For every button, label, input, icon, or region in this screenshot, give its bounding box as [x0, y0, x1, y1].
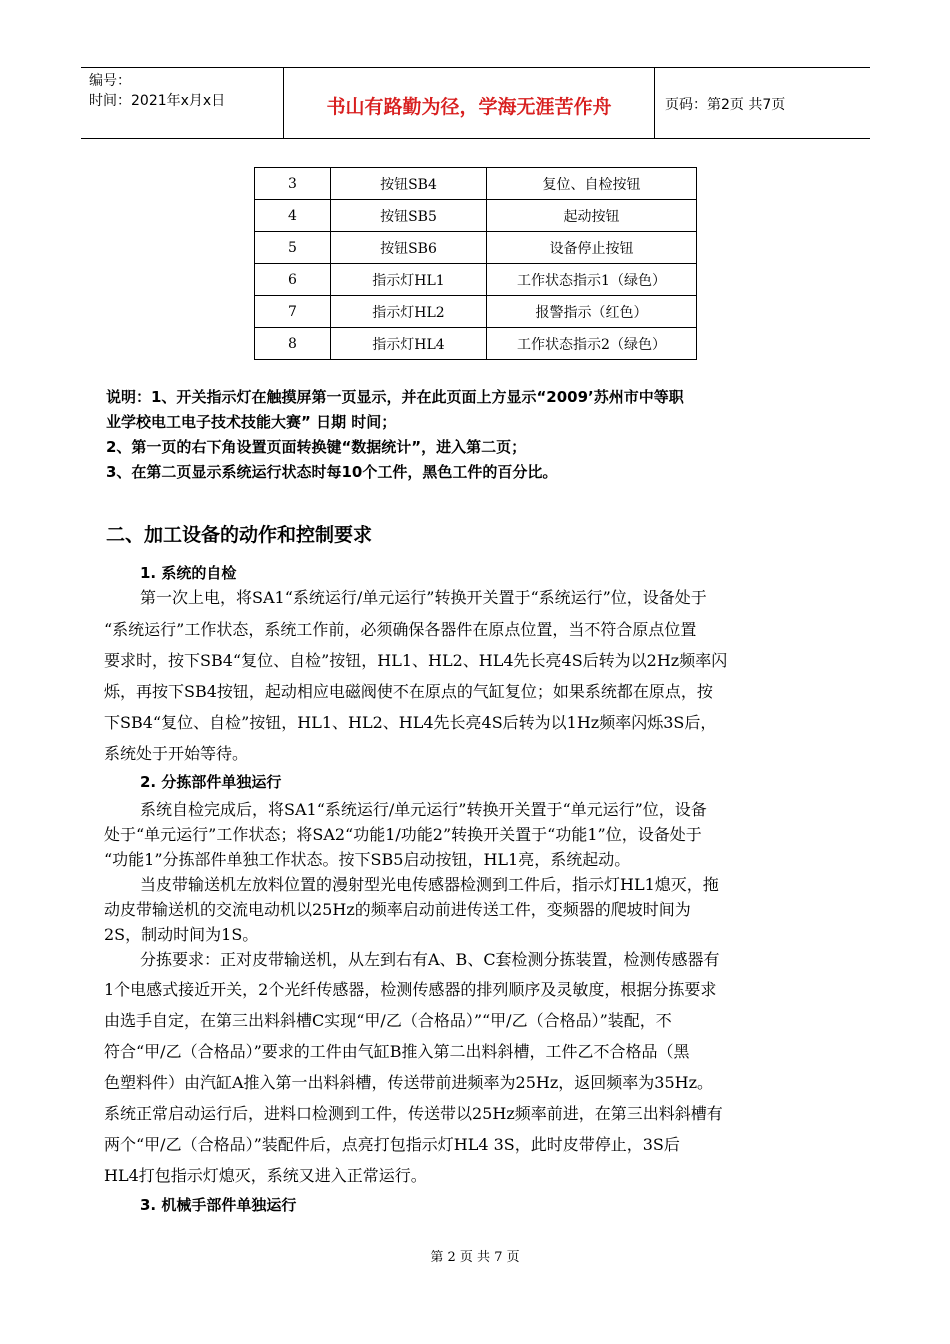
- table-row: [255, 168, 697, 200]
- paragraph-line: 第一次上电，将SA1“系统运行/单元运行”转换开关置于“系统运行”位，设备处于: [140, 588, 707, 607]
- paragraph-line: “功能1”分拣部件单独工作状态。按下SB5启动按钮，HL1亮，系统起动。: [104, 850, 631, 869]
- paragraph-line: 色塑料件）由汽缸A推入第一出料斜槽，传送带前进频率为25Hz，返回频率为35Hz。: [104, 1073, 714, 1092]
- table-cell-no: 3: [255, 168, 331, 200]
- subsection-heading: 3. 机械手部件单独运行: [140, 1196, 297, 1214]
- paragraph-line: 当皮带输送机左放料位置的漫射型光电传感器检测到工件后，指示灯HL1熄灭，拖: [140, 875, 719, 894]
- paragraph-line: 下SB4“复位、自检”按钮，HL1、HL2、HL4先长亮4S后转为以1Hz频率闪烁3S后，: [104, 713, 717, 732]
- document-time-label: 时间：2021年x月x日: [89, 93, 226, 109]
- paragraph-line: 动皮带输送机的交流电动机以25Hz的频率启动前进传送工件，变频器的爬坡时间为: [104, 900, 691, 919]
- note-line: 3、在第二页显示系统运行状态时每10个工件，黑色工件的百分比。: [106, 463, 558, 481]
- paragraph-line: 由选手自定，在第三出料斜槽C实现“甲/乙（合格品）”“甲/乙（合格品）”装配，不: [104, 1011, 672, 1030]
- table-cell-no: 4: [255, 200, 331, 232]
- section-heading: 二、加工设备的动作和控制要求: [106, 524, 373, 546]
- table-cell-function: 复位、自检按钮: [487, 168, 697, 200]
- note-line: 2、第一页的右下角设置页面转换键“数据统计”，进入第二页；: [106, 438, 527, 456]
- note-line: 说明：1、开关指示灯在触摸屏第一页显示，并在此页面上方显示“2009’苏州市中等职: [106, 388, 684, 406]
- paragraph-line: 符合“甲/乙（合格品）”要求的工件由气缸B推入第二出料斜槽，工件乙不合格品（黑: [104, 1042, 690, 1061]
- table-cell-function: 起动按钮: [487, 200, 697, 232]
- paragraph-line: HL4打包指示灯熄灭，系统又进入正常运行。: [104, 1166, 427, 1185]
- document-number-label: 编号：: [89, 73, 131, 89]
- paragraph-line: 系统正常启动运行后，进料口检测到工件，传送带以25Hz频率前进，在第三出料斜槽有: [104, 1104, 723, 1123]
- io-assignment-table: [254, 167, 697, 360]
- header-motto: 书山有路勤为径，学海无涯苦作舟: [326, 96, 612, 118]
- paragraph-line: 两个“甲/乙（合格品）”装配件后，点亮打包指示灯HL4 3S，此时皮带停止，3S后: [104, 1135, 680, 1154]
- table-cell-function: 工作状态指示2（绿色）: [487, 328, 697, 360]
- table-cell-no: 5: [255, 232, 331, 264]
- note-line: 业学校电工电子技术技能大赛” 日期 时间；: [106, 413, 397, 431]
- table-cell-device: 按钮SB5: [331, 200, 487, 232]
- table-cell-function: 工作状态指示1（绿色）: [487, 264, 697, 296]
- document-header: [81, 67, 870, 139]
- table-row: [255, 232, 697, 264]
- table-row: [255, 328, 697, 360]
- paragraph-line: 分拣要求：正对皮带输送机，从左到右有A、B、C套检测分拣装置，检测传感器有: [140, 950, 720, 969]
- paragraph-line: 要求时，按下SB4“复位、自检”按钮，HL1、HL2、HL4先长亮4S后转为以2Hz频率闪: [104, 651, 728, 670]
- header-page-info: 页码：第2页 共7页: [665, 97, 786, 113]
- header-motto-cell: [284, 68, 655, 138]
- subsection-heading: 2. 分拣部件单独运行: [140, 773, 282, 791]
- header-meta-cell: [81, 68, 284, 138]
- table-cell-device: 指示灯HL1: [331, 264, 487, 296]
- subsection-heading: 1. 系统的自检: [140, 564, 237, 582]
- table-row: [255, 264, 697, 296]
- table-cell-device: 按钮SB4: [331, 168, 487, 200]
- paragraph-line: 2S，制动时间为1S。: [104, 925, 259, 944]
- paragraph-line: “系统运行”工作状态，系统工作前，必须确保各器件在原点位置，当不符合原点位置: [104, 620, 697, 639]
- header-page-cell: [655, 68, 870, 138]
- table-cell-function: 报警指示（红色）: [487, 296, 697, 328]
- table-cell-no: 7: [255, 296, 331, 328]
- table-row: [255, 200, 697, 232]
- table-cell-device: 指示灯HL4: [331, 328, 487, 360]
- table-cell-function: 设备停止按钮: [487, 232, 697, 264]
- paragraph-line: 1个电感式接近开关，2个光纤传感器，检测传感器的排列顺序及灵敏度，根据分拣要求: [104, 980, 717, 999]
- paragraph-line: 处于“单元运行”工作状态；将SA2“功能1/功能2”转换开关置于“功能1”位，设备处于: [104, 825, 702, 844]
- paragraph-line: 系统处于开始等待。: [104, 744, 249, 763]
- table-cell-device: 指示灯HL2: [331, 296, 487, 328]
- table-cell-no: 8: [255, 328, 331, 360]
- table-cell-device: 按钮SB6: [331, 232, 487, 264]
- table-cell-no: 6: [255, 264, 331, 296]
- paragraph-line: 系统自检完成后，将SA1“系统运行/单元运行”转换开关置于“单元运行”位，设备: [140, 800, 707, 819]
- paragraph-line: 烁，再按下SB4按钮，起动相应电磁阀使不在原点的气缸复位；如果系统都在原点，按: [104, 682, 713, 701]
- table-row: [255, 296, 697, 328]
- page-footer: 第 2 页 共 7 页: [430, 1250, 520, 1265]
